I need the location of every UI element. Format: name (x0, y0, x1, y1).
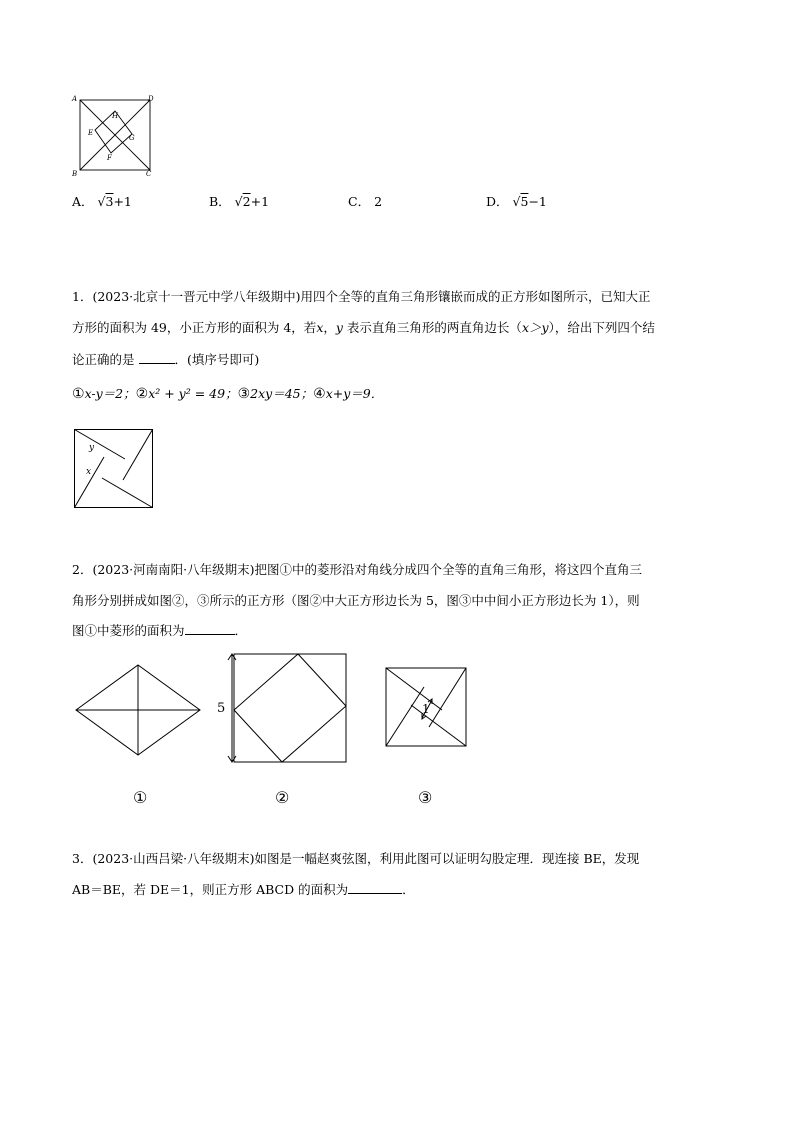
square-figure-3 (384, 666, 470, 750)
option-d[interactable] (486, 192, 547, 210)
q1-figure (73, 428, 155, 510)
radical-value: 2 (242, 194, 251, 209)
q2-line2 (72, 591, 640, 611)
q1-text: ．(填序号即可) (174, 352, 260, 367)
q1-text: 论正确的是 (72, 352, 135, 367)
choice-mark: ② (135, 386, 149, 402)
q3-text: ． (402, 882, 415, 897)
q1-line1 (72, 287, 651, 307)
answer-blank[interactable] (348, 880, 402, 894)
option-value: 2 (374, 194, 383, 209)
option-tail: +1 (113, 194, 132, 209)
answer-blank[interactable] (185, 621, 235, 635)
q1-text: 用四个全等的直角三角形镶嵌而成的正方形如图所示，已知大正 (300, 289, 651, 304)
q3-text: AB＝BE，若 DE＝1，则正方形 ABCD 的面积为 (72, 882, 349, 897)
option-tail: +1 (250, 194, 270, 209)
choice-3: 2xy＝45； (250, 386, 314, 401)
option-letter: B． (209, 194, 231, 209)
label-d: D (148, 95, 154, 103)
condition: x＞y (521, 320, 549, 335)
q1-source: (2023·北京十一晋元中学八年级期中) (92, 289, 301, 304)
radical-value: 5 (520, 194, 529, 209)
label-c: C (146, 170, 152, 178)
sqrt-symbol: √ (97, 194, 106, 209)
q1-number: 1． (72, 289, 93, 304)
sqrt-symbol: √ (234, 194, 243, 209)
caption-2: ② (275, 788, 290, 807)
q1-text: 方形的面积为 49，小正方形的面积为 4，若 (72, 320, 317, 335)
caption-3: ③ (418, 788, 433, 807)
q2-text: 图①中菱形的面积为 (72, 623, 185, 638)
choice-1: x-y＝2； (84, 386, 136, 401)
q2-text: 角形分别拼成如图②，③所示的正方形（图②中大正方形边长为 5，图③中中间小正方形边长为 1），则 (72, 593, 640, 608)
label-y: y (89, 443, 95, 453)
answer-blank[interactable] (139, 350, 175, 364)
var-y: y (335, 320, 343, 335)
q1-choices (72, 384, 383, 404)
caption-1: ① (133, 788, 148, 807)
option-tail: −1 (528, 194, 547, 209)
q2-text: 把图①中的菱形沿对角线分成四个全等的直角三角形，将这四个直角三 (254, 562, 642, 577)
choice-mark: ① (72, 386, 85, 402)
q2-number: 2． (72, 562, 93, 577)
side-length-label: 5 (217, 701, 226, 716)
q1-line3 (72, 350, 259, 370)
q3-number: 3． (72, 851, 93, 866)
q2-source: (2023·河南南阳·八年级期末) (92, 562, 255, 577)
label-e: E (88, 129, 94, 137)
q3-line1 (72, 849, 639, 869)
q1-text: 表示直角三角形的两直角边长（ (342, 320, 522, 335)
q1-text: ），给出下列四个结 (548, 320, 655, 335)
var-x: x (316, 320, 324, 335)
choice-mark: ④ (313, 386, 326, 402)
punct: ， (323, 320, 336, 335)
option-letter: C． (348, 194, 371, 209)
label-g: G (129, 134, 135, 142)
top-square-figure (68, 92, 168, 182)
option-b[interactable] (209, 192, 269, 210)
q2-line1 (72, 560, 642, 580)
q3-text: 如图是一幅赵爽弦图，利用此图可以证明勾股定理．现连接 BE，发现 (254, 851, 640, 866)
sqrt-symbol: √ (512, 194, 521, 209)
option-letter: A． (72, 194, 94, 209)
inner-length-label: 1 (422, 702, 430, 716)
option-a[interactable] (72, 192, 132, 210)
q3-source: (2023·山西吕梁·八年级期末) (92, 851, 255, 866)
choice-mark: ③ (237, 386, 251, 402)
option-letter: D． (486, 194, 509, 209)
square-figure-2 (214, 650, 350, 766)
option-c[interactable] (348, 192, 382, 210)
q2-text: ． (234, 623, 248, 638)
label-a: A (72, 95, 78, 103)
label-h: H (112, 112, 119, 120)
label-f: F (107, 154, 112, 162)
choice-4: x+y＝9． (325, 386, 384, 401)
q3-line2 (72, 880, 415, 900)
q1-line2 (72, 318, 655, 338)
label-b: B (72, 170, 78, 178)
rhombus-figure (72, 660, 204, 760)
radical-value: 3 (105, 194, 114, 209)
choice-2: x² + y² = 49； (148, 386, 238, 401)
q2-line3 (72, 621, 247, 641)
label-x: x (86, 467, 92, 477)
